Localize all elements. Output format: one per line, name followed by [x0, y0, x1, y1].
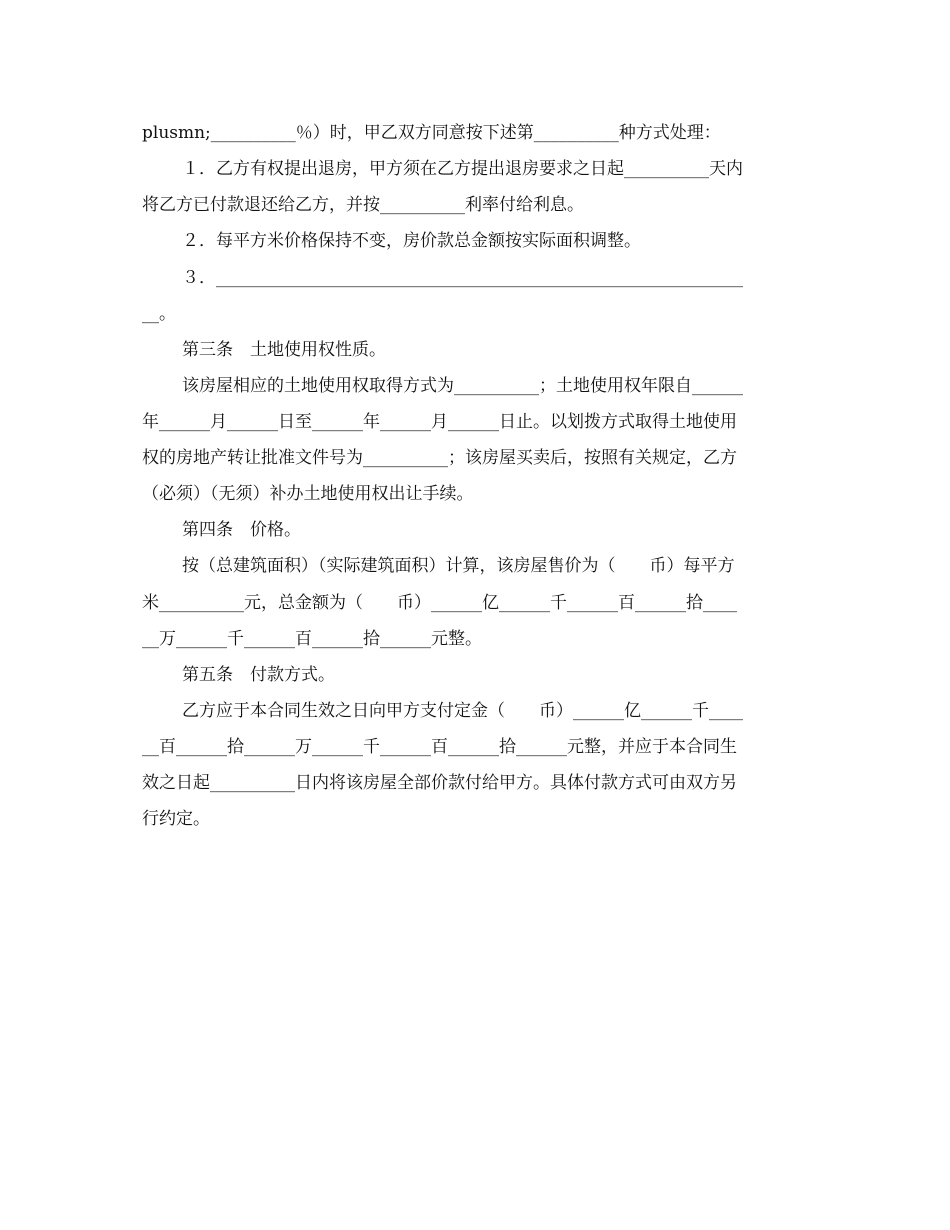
article-3-para-line-3: 权的房地产转让批准文件号为__________；该房屋买卖后，按照有关规定，乙方: [142, 448, 737, 468]
article-4-heading: 第四条 价格。: [182, 520, 301, 540]
line-1-continuation: plusmn;__________％）时，甲乙双方同意按下述第__________种方式处理：: [142, 123, 721, 143]
article-5-para-line-1: 乙方应于本合同生效之日向甲方支付定金（ 币）______亿______千____: [182, 701, 743, 721]
line-2-option-1: １．乙方有权提出退房，甲方须在乙方提出退房要求之日起__________天内: [182, 159, 743, 179]
article-5-para-line-4: 行约定。: [142, 809, 210, 829]
article-5-para-line-2: __百______拾______万______千______百______拾______元整，并应于本合同生: [142, 737, 737, 757]
article-3-heading: 第三条 土地使用权性质。: [182, 340, 386, 360]
article-5-para-line-3: 效之日起__________日内将该房屋全部价款付给甲方。具体付款方式可由双方另: [142, 773, 737, 793]
article-5-heading: 第五条 付款方式。: [182, 665, 335, 685]
line-6-option-3-cont: __。: [142, 304, 176, 324]
article-3-para-line-4: （必须）（无须）补办土地使用权出让手续。: [142, 484, 474, 504]
article-4-para-line-1: 按（总建筑面积）（实际建筑面积）计算，该房屋售价为（ 币）每平方: [182, 556, 735, 576]
line-5-option-3: ３．______________________________________________________________: [182, 268, 743, 288]
article-4-para-line-2: 米__________元，总金额为（ 币）______亿______千______百______拾____: [142, 593, 737, 613]
article-4-para-line-3: __万______千______百______拾______元整。: [142, 629, 482, 649]
line-4-option-2: ２．每平方米价格保持不变，房价款总金额按实际面积调整。: [182, 231, 641, 251]
article-3-para-line-1: 该房屋相应的土地使用权取得方式为__________；土地使用权年限自______: [182, 376, 743, 396]
line-3-option-1-cont: 将乙方已付款退还给乙方，并按__________利率付给利息。: [142, 195, 584, 215]
article-3-para-line-2: 年______月______日至______年______月______日止。以划拨方式取得土地使用: [142, 412, 737, 432]
